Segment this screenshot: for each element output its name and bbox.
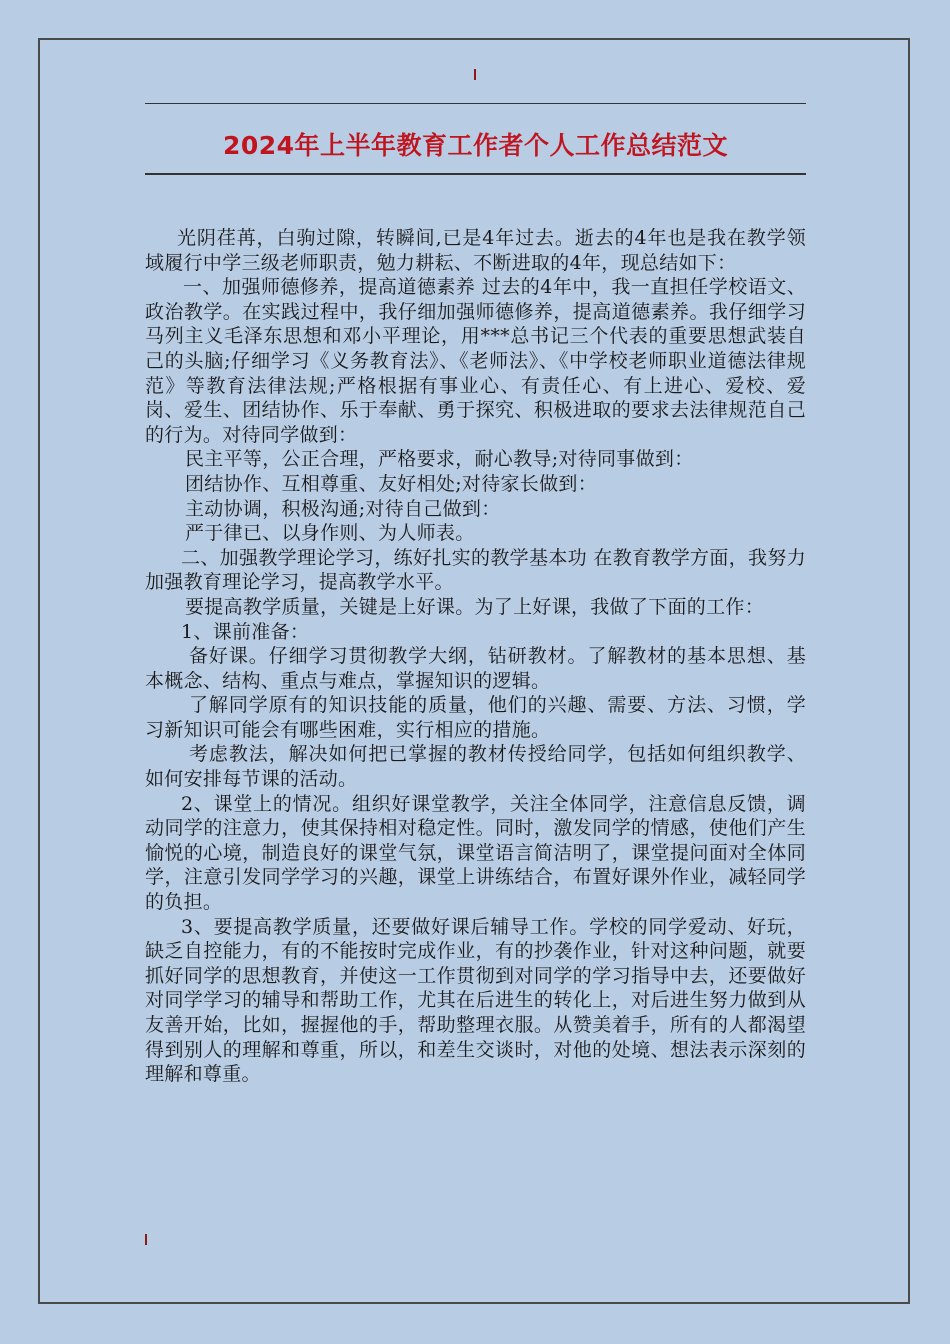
paragraph: 2、课堂上的情况。组织好课堂教学，关注全体同学，注意信息反馈，调动同学的注意力，使其保持相对稳定性。同时，激发同学的情感，使他们产生愉悦的心境，制造良好的课堂气氛，课堂语言简洁明了，课堂提问面对全体同学，注意引发同学学习的兴趣，课堂上讲练结合，布置好课外作业，减轻同学的负担。	[145, 792, 806, 914]
paragraph: 3、要提高教学质量，还要做好课后辅导工作。学校的同学爱动、好玩，缺乏自控能力，有的不能按时完成作业，有的抄袭作业，针对这种问题，就要抓好同学的思想教育，并使这一工作贯彻到对同学的学习指导中去，还要做好对同学学习的辅导和帮助工作，尤其在后进生的转化上，对后进生努力做到从友善开始，比如，握握他的手，帮助整理衣服。从赞美着手，所有的人都渴望得到别人的理解和尊重，所以，和差生交谈时，对他的处境、想法表示深刻的理解和尊重。	[145, 915, 806, 1086]
paragraph: 了解同学原有的知识技能的质量，他们的兴趣、需要、方法、习惯，学习新知识可能会有哪些困难，实行相应的措施。	[145, 694, 806, 741]
footer-mark	[145, 1234, 147, 1245]
paragraph: 1、课前准备：	[181, 620, 310, 643]
header-rule-bottom	[145, 173, 806, 175]
paragraph: 团结协作、互相尊重、友好相处;对待家长做到：	[185, 472, 598, 495]
paragraph: 民主平等，公正合理，严格要求，耐心教导;对待同事做到：	[185, 448, 694, 471]
header-mark	[474, 69, 476, 80]
paragraph: 要提高教学质量，关键是上好课。为了上好课，我做了下面的工作：	[185, 595, 765, 618]
paragraph: 主动协调，积极沟通;对待自己做到：	[185, 497, 501, 520]
paragraph: 光阴荏苒，白驹过隙，转瞬间,已是4年过去。逝去的4年也是我在教学领域履行中学三级老师职责，勉力耕耘、不断进取的4年，现总结如下：	[145, 227, 806, 274]
paragraph: 备好课。仔细学习贯彻教学大纲，钻研教材。了解教材的基本思想、基本概念、结构、重点与难点，掌握知识的逻辑。	[145, 645, 806, 692]
document-body	[145, 226, 806, 1087]
paragraph: 二、加强教学理论学习，练好扎实的教学基本功 在教育教学方面，我努力加强教育理论学习，提高教学水平。	[145, 546, 806, 594]
document-title: 2024年上半年教育工作者个人工作总结范文	[222, 131, 729, 160]
paragraph: 一、加强师德修养，提高道德素养 过去的4年中，我一直担任学校语文、政治教学。在实践过程中，我仔细加强师德修养，提高道德素养。我仔细学习马列主义毛泽东思想和邓小平理论，用***总书记三个代表的重要思想武装自己的头脑;仔细学习《义务教育法》、《老师法》、《中学校老师职业道德法律规范》等教育法律法规;严格根据有事业心、有责任心、有上进心、爱校、爱岗、爱生、团结协作、乐于奉献、勇于探究、积极进取的要求去法律规范自己的行为。对待同学做到：	[145, 276, 806, 446]
paragraph: 考虑教法，解决如何把已掌握的教材传授给同学，包括如何组织教学、如何安排每节课的活动。	[145, 743, 806, 791]
header-rule-top	[145, 103, 806, 104]
paragraph: 严于律已、以身作则、为人师表。	[185, 522, 475, 545]
